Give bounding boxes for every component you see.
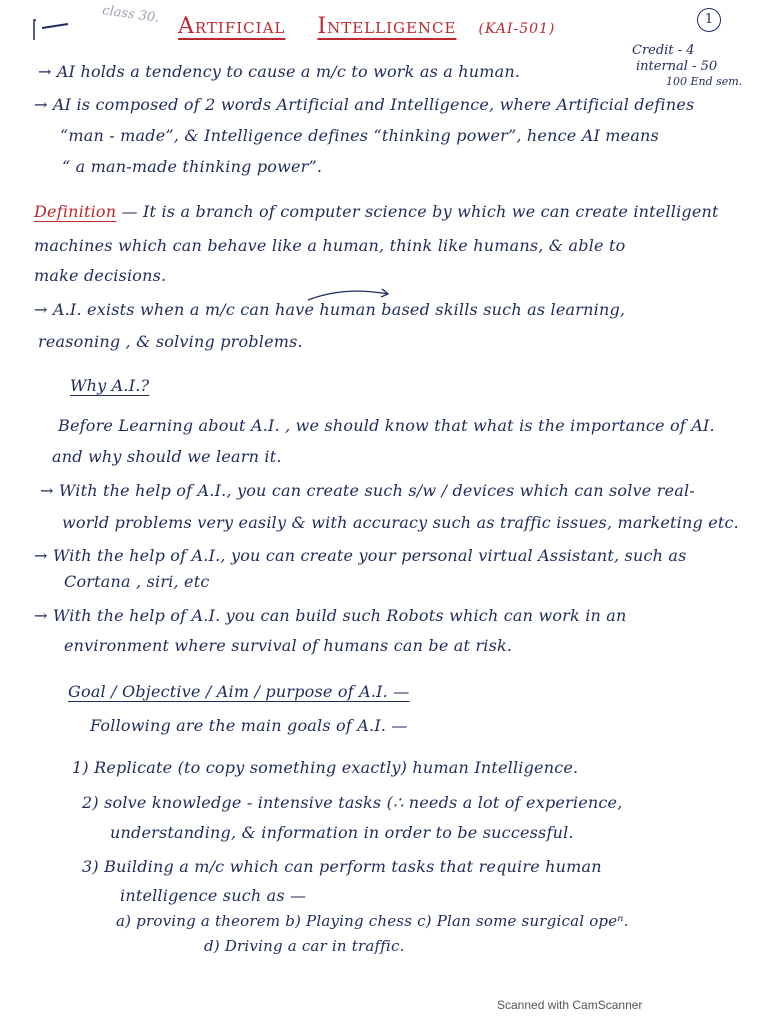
exists-line-2: reasoning , & solving problems. xyxy=(38,332,303,351)
why-line-8: environment where survival of humans can be at risk. xyxy=(64,636,513,655)
goal-examples-1: a) proving a theorem b) Playing chess c) Plan some surgical opeⁿ. xyxy=(116,912,629,930)
goal-item-3: 3) Building a m/c which can perform tasks that require human xyxy=(82,857,602,876)
intro-line-2: → AI is composed of 2 words Artificial and Intelligence, where Artificial defines xyxy=(34,95,695,114)
margin-bracket-mark xyxy=(32,18,72,42)
why-heading: Why A.I.? xyxy=(70,376,150,395)
title-word-intelligence: Intelligence xyxy=(317,14,457,39)
goals-intro: Following are the main goals of A.I. — xyxy=(90,716,408,735)
exists-line-1: → A.I. exists when a m/c can have human based skills such as learning, xyxy=(34,300,626,319)
why-line-6: Cortana , siri, etc xyxy=(64,572,210,591)
goal-item-2: 2) solve knowledge - intensive tasks (∴ needs a lot of experience, xyxy=(82,793,623,812)
definition-line-3: make decisions. xyxy=(34,266,167,285)
goal-item-2-cont: understanding, & information in order to be successful. xyxy=(110,823,574,842)
definition-line-1 xyxy=(34,202,719,221)
intro-line-3: “man - made”, & Intelligence defines “thinking power”, hence AI means xyxy=(60,126,659,145)
why-line-3: → With the help of A.I., you can create such s/w / devices which can solve real- xyxy=(40,481,695,500)
why-line-1: Before Learning about A.I. , we should know that what is the importance of AI. xyxy=(58,416,715,435)
class-margin-note: class 30. xyxy=(101,3,161,26)
title-word-artificial: Artificial xyxy=(178,14,286,39)
page-title xyxy=(178,14,555,39)
definition-line-2: machines which can behave like a human, think like humans, & able to xyxy=(34,236,626,255)
definition-label: Definition xyxy=(34,202,117,221)
intro-line-1: → AI holds a tendency to cause a m/c to work as a human. xyxy=(38,62,521,81)
page-number: 1 xyxy=(697,8,721,32)
why-line-4: world problems very easily & with accuracy such as traffic issues, marketing etc. xyxy=(62,513,739,532)
why-line-5: → With the help of A.I., you can create your personal virtual Assistant, such as xyxy=(34,546,687,565)
goal-item-3-cont: intelligence such as — xyxy=(120,886,307,905)
goals-heading: Goal / Objective / Aim / purpose of A.I. — xyxy=(68,682,410,701)
goal-examples-2: d) Driving a car in traffic. xyxy=(204,937,405,955)
definition-text-1: — It is a branch of computer science by which we can create intelligent xyxy=(121,202,719,221)
credit-line-2: internal - 50 xyxy=(636,59,718,74)
why-line-7: → With the help of A.I. you can build such Robots which can work in an xyxy=(34,606,627,625)
credit-line-3: 100 End sem. xyxy=(666,75,743,88)
credit-line-1: Credit - 4 xyxy=(632,43,695,58)
why-line-2: and why should we learn it. xyxy=(52,447,282,466)
course-code: (KAI-501) xyxy=(478,21,556,37)
intro-line-4: “ a man-made thinking power”. xyxy=(62,157,323,176)
goal-item-1: 1) Replicate (to copy something exactly) human Intelligence. xyxy=(72,758,579,777)
scanner-watermark: Scanned with CamScanner xyxy=(497,998,643,1012)
